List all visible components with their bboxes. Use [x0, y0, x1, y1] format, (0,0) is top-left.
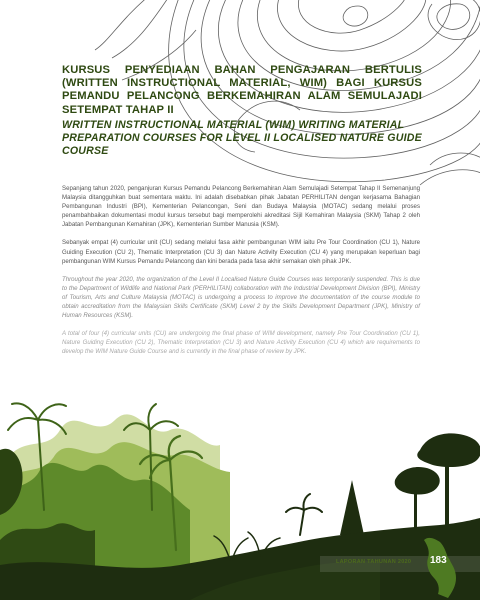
article-body — [62, 184, 420, 366]
title-malay: KURSUS PENYEDIAAN BAHAN PENGAJARAN BERTULIS (WRITTEN INSTRUCTIONAL MATERIAL, WIM) BAGI KURSUS PEMANDU PELANCONG BERKEMAHIRAN ALAM SEMULAJADI SETEMPAT TAHAP II — [62, 64, 422, 116]
title-english: WRITTEN INSTRUCTIONAL MATERIAL (WIM) WRITING MATERIAL PREPARATION COURSES FOR LEVEL II LOCALISED NATURE GUIDE COURSE — [62, 118, 422, 157]
annual-report-label: LAPORAN TAHUNAN 2020 — [336, 559, 412, 565]
paragraph-english-1: Throughout the year 2020, the organization of the Level II Localised Nature Guide Courses was temporarily suspended. This is due to the Department of Wildlife and National Park (PERHILITAN) collaboration with the Industrial Development Division (BPI), Ministry of Tourism, Arts and Culture Malaysia (MOTAC) is undergoing a process to improve the documentation of the course module to obtain accreditation from the Malaysian Skills Certificate (SKM) Level 2 by the Skills Development Department (JPK), Ministry of Human Resources (KSM). — [62, 275, 420, 320]
paragraph-malay-2: Sebanyak empat (4) curricular unit (CU) sedang melalui fasa akhir pembangunan WIM iaitu Pre Tour Coordination (CU 1), Nature Guiding Execution (CU 2), Thematic Interpretation (CU 3) dan Nature Activity Execution (CU 4) yang merupakan keperluan bagi pembangunan WIM Kursus Pemandu Pelancong dan kini berada pada fasa akhir semakan oleh pihak JPK. — [62, 239, 420, 265]
paragraph-malay-1: Sepanjang tahun 2020, penganjuran Kursus Pemandu Pelancong Berkemahiran Alam Semulajadi Setempat Tahap II Semenanjung Malaysia ditangguhkan buat sementara waktu. Ini adalah disebabkan pihak Jabatan PERHILITAN dengan kerjasama Bahagian Pembangunan Industri (BPI), Kementerian Pelancongan, Seni dan Budaya Malaysia (MOTAC) sedang melalui proses penambahbaikan dokumentasi modul kursus tersebut bagi memperolehi akreditasi Sijil Kemahiran Malaysia (SKM) Tahap 2 oleh Jabatan Pembangunan Kemahiran (JPK), Kementerian Sumber Manusia (KSM). — [62, 185, 420, 229]
paragraph-english-2: A total of four (4) curricular units (CU) are undergoing the final phase of WIM development, namely Pre Tour Coordination (CU 1), Nature Guiding Execution (CU 2), Thematic Interpretation (CU 3) and Nature Activity Execution (CU 4) which are requirements to develop the WIM Nature Guide Course and is currently in the final phase of review by JPK. — [62, 330, 420, 356]
page-number: 183 — [430, 555, 447, 566]
title-block — [62, 64, 422, 158]
